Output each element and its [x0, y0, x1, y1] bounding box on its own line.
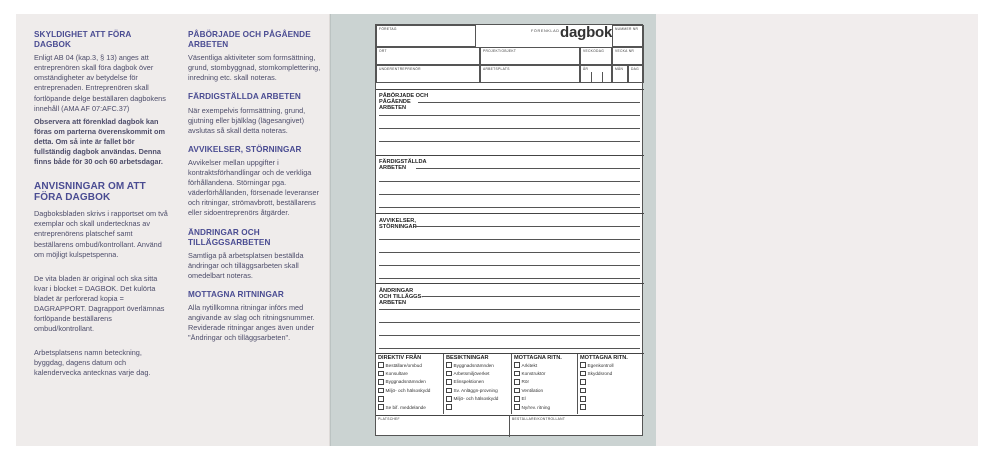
checklist-item[interactable]	[578, 378, 644, 386]
paragraph: Observera att förenklad dagbok kan föras om parterna överenskommit om detta. Om så inte är fallet bör fullständig dagbok användas. Denna finns både för 30 och 60 arbetsdagar.	[34, 116, 165, 167]
checkbox[interactable]	[378, 371, 384, 377]
heading-fardigstallda: FÄRDIGSTÄLLDA ARBETEN	[188, 92, 301, 102]
checkbox[interactable]	[580, 404, 586, 410]
checkbox[interactable]	[514, 371, 520, 377]
label-arbetsplats: ARBETSPLATS	[483, 67, 510, 71]
checklist-item[interactable]: Sv. Anläggn-provning	[444, 386, 511, 394]
label-foretag: FÖRETAG	[379, 27, 397, 31]
checklist-item[interactable]: Elinspektionen	[444, 378, 511, 386]
checklist-item[interactable]: Skyddsrond	[578, 369, 644, 377]
dagbok-form	[375, 24, 643, 436]
checkbox[interactable]	[378, 404, 384, 410]
field-underentreprenor[interactable]	[376, 65, 480, 83]
signature-platschef[interactable]	[376, 415, 510, 437]
field-arbetsplats[interactable]	[480, 65, 580, 83]
section-avvikelser[interactable]	[376, 213, 644, 283]
label-nummer: NUMMER NR	[615, 27, 639, 31]
heading-anvisningar: ANVISNINGAR OM ATT FÖRA DAGBOK	[34, 181, 146, 204]
field-veckodag[interactable]	[580, 47, 612, 65]
label-ar: ÅR	[583, 67, 589, 71]
checklist-item[interactable]: Miljö- och hälsoskydd	[376, 386, 443, 394]
checkbox[interactable]	[580, 362, 586, 368]
checklist-item[interactable]: Rör	[512, 378, 577, 386]
writing-line	[422, 296, 640, 297]
checklist-item[interactable]: Ventilation	[512, 386, 577, 394]
checkbox[interactable]	[446, 388, 452, 394]
checkbox[interactable]	[446, 371, 452, 377]
checklist-mottagna-ritn-1	[512, 354, 578, 414]
writing-line	[416, 226, 640, 227]
checklist-item[interactable]: Miljö- och hälsoskydd	[444, 395, 511, 403]
writing-line	[379, 141, 640, 142]
checklist-item[interactable]	[444, 403, 511, 411]
instruction-column-1	[34, 30, 169, 382]
checklist-item[interactable]	[578, 403, 644, 411]
checkbox[interactable]	[446, 362, 452, 368]
checklist-item[interactable]: Beställare/ombud	[376, 361, 443, 369]
label-ort: ORT	[379, 49, 387, 53]
checklist-item[interactable]: Konsultare	[376, 369, 443, 377]
paragraph: När exempelvis formsättning, grund, gjutning eller bjälklag (lägesangivet) avslutas så skall detta noteras.	[188, 105, 306, 135]
paragraph: Arbetsplatsens namn beteckning, byggdag, dagens datum och kalendervecka antecknas varje dag.	[34, 348, 151, 378]
checkbox[interactable]	[378, 379, 384, 385]
writing-line	[379, 207, 640, 208]
writing-line	[379, 309, 640, 310]
paragraph: Avvikelser mellan uppgifter i kontraktsförhandlingar och de verkliga förhållandena. Störningar pga. väderförhållanden, försenade leveranser och ritningar, strömavbrott, beställarens eller sidoentreprenörs åtgärder.	[188, 157, 320, 218]
label-platschef: PLATSCHEF	[378, 417, 400, 421]
field-foretag[interactable]	[376, 25, 476, 47]
logo-dagbok: dagbok	[560, 24, 613, 41]
checkbox[interactable]	[580, 371, 586, 377]
checkbox[interactable]	[446, 404, 452, 410]
field-nummer[interactable]	[612, 25, 644, 47]
writing-line	[416, 168, 640, 169]
checkbox[interactable]	[580, 379, 586, 385]
paragraph: Väsentliga aktiviteter som formsättning, grund, stombyggnad, stomkomplettering, inredning etc. skall noteras.	[188, 53, 321, 83]
checkbox[interactable]	[446, 396, 452, 402]
checkbox[interactable]	[378, 362, 384, 368]
checklist-besiktningar	[444, 354, 512, 414]
field-man[interactable]	[612, 65, 628, 83]
writing-line	[379, 348, 640, 349]
checklist-item[interactable]: Konstruktör	[512, 369, 577, 377]
checklist-direktiv	[376, 354, 444, 414]
checkbox[interactable]	[378, 388, 384, 394]
section-label: AVVIKELSER, STÖRNINGAR	[379, 218, 417, 231]
paragraph: Enligt AB 04 (kap.3, § 13) anges att entreprenören skall föra dagbok över omständigheter av betydelse för entreprenaden. Entreprenören skall fortlöpande delge beställaren dagbokens innehåll (AMA AF 07:AFC.37)	[34, 53, 166, 113]
section-andringar[interactable]	[376, 283, 644, 353]
field-dag[interactable]	[628, 65, 644, 83]
section-label: FÄRDIGSTÄLLDA ARBETEN	[379, 159, 427, 172]
signature-bestallare[interactable]	[510, 415, 644, 437]
label-dag: DAG	[631, 67, 640, 71]
writing-line	[379, 278, 640, 279]
checklist-item[interactable]	[578, 395, 644, 403]
checkbox[interactable]	[446, 379, 452, 385]
checkbox[interactable]	[378, 396, 384, 402]
writing-line	[379, 194, 640, 195]
label-projekt: PROJEKT/OBJEKT	[483, 49, 517, 53]
section-paborjade[interactable]	[376, 89, 644, 155]
checklist-item[interactable]	[578, 386, 644, 394]
instruction-column-2	[188, 30, 328, 346]
writing-line	[379, 335, 640, 336]
paragraph: Samtliga på arbetsplatsen beställda ändringar och tilläggsarbeten skall omedelbart noteras.	[188, 250, 304, 280]
heading-mottagna: MOTTAGNA RITNINGAR	[188, 289, 284, 299]
checkbox[interactable]	[514, 404, 520, 410]
section-label: ÄNDRINGAR OCH TILLÄGGS- ARBETEN	[379, 288, 424, 307]
logo-forenklad: FÖRENKLAD	[531, 29, 560, 33]
paragraph: Dagboksbladen skrivs i rapportset om två exemplar och skall undertecknas av entreprenörens platschef samt beställarens ombud/kontrollant. Använd om möjligt kulspetspenna.	[34, 209, 168, 259]
checkbox[interactable]	[514, 396, 520, 402]
writing-line	[418, 102, 640, 103]
field-ort[interactable]	[376, 47, 480, 65]
writing-line	[379, 128, 640, 129]
checklist-title: MOTTAGNA RITN.	[514, 355, 562, 361]
checklist-item[interactable]: Byggnadsnämnden	[444, 361, 511, 369]
checkbox[interactable]	[580, 388, 586, 394]
checklist-grid	[376, 353, 644, 413]
checklist-title: DIREKTIV FRÅN	[378, 355, 422, 361]
checklist-item[interactable]: Ny/rev. ritning	[512, 403, 577, 411]
writing-line	[379, 181, 640, 182]
section-fardigstallda[interactable]	[376, 155, 644, 213]
section-label: PÅBÖRJADE OCH PÅGÅENDE ARBETEN	[379, 93, 429, 112]
field-vecka[interactable]	[612, 47, 644, 65]
writing-line	[379, 322, 640, 323]
label-underentreprenor: UNDERENTREPRENÖR	[379, 67, 421, 71]
checkbox[interactable]	[514, 388, 520, 394]
checklist-title: BESIKTNINGAR	[446, 355, 489, 361]
label-veckodag: VECKODAG	[583, 49, 605, 53]
checkbox[interactable]	[514, 379, 520, 385]
checklist-item[interactable]: Se bif. meddelande	[376, 403, 443, 411]
field-ar[interactable]	[580, 65, 612, 83]
writing-line	[379, 252, 640, 253]
field-projekt[interactable]	[480, 47, 580, 65]
heading-andringar: ÄNDRINGAR OCH TILLÄGGSARBETEN	[188, 227, 271, 247]
writing-line	[379, 115, 640, 116]
checklist-item[interactable]: Byggnadsnämnden	[376, 378, 443, 386]
checklist-item[interactable]: El	[512, 395, 577, 403]
checklist-title: MOTTAGNA RITN.	[580, 355, 628, 361]
checklist-item[interactable]: Egenkontroll	[578, 361, 644, 369]
checklist-item[interactable]: Arbetsmiljöverket	[444, 369, 511, 377]
writing-line	[379, 239, 640, 240]
label-vecka: VECKA NR	[615, 49, 635, 53]
checklist-mottagna-ritn-2	[578, 354, 644, 414]
label-man: MÅN	[615, 67, 624, 71]
heading-skyldighet: SKYLDIGHET ATT FÖRA DAGBOK	[34, 30, 132, 50]
background-panel	[648, 14, 978, 446]
checkbox[interactable]	[580, 396, 586, 402]
paragraph: Alla nytillkomna ritningar införs med angivande av slag och ritningsnummer. Reviderade ritningar anges även under "Ändringar och tilläggsarbeten".	[188, 303, 315, 343]
checkbox[interactable]	[514, 362, 520, 368]
paragraph: De vita bladen är original och ska sitta kvar i blocket = DAGBOK. Det kulörta bladet är perforerad kopia = DAGRAPPORT. Dagrapport överlämnas fortlöpande beställarens ombud/kontrollant.	[34, 273, 165, 334]
heading-paborjade: PÅBÖRJADE OCH PÅGÅENDE ARBETEN	[188, 30, 311, 50]
writing-line	[379, 265, 640, 266]
heading-avvikelser: AVVIKELSER, STÖRNINGAR	[188, 144, 302, 154]
checklist-item[interactable]: Arkitekt	[512, 361, 577, 369]
checklist-item[interactable]	[376, 395, 443, 403]
label-bestallare: BESTÄLLARE/KONTROLLANT	[512, 417, 566, 421]
